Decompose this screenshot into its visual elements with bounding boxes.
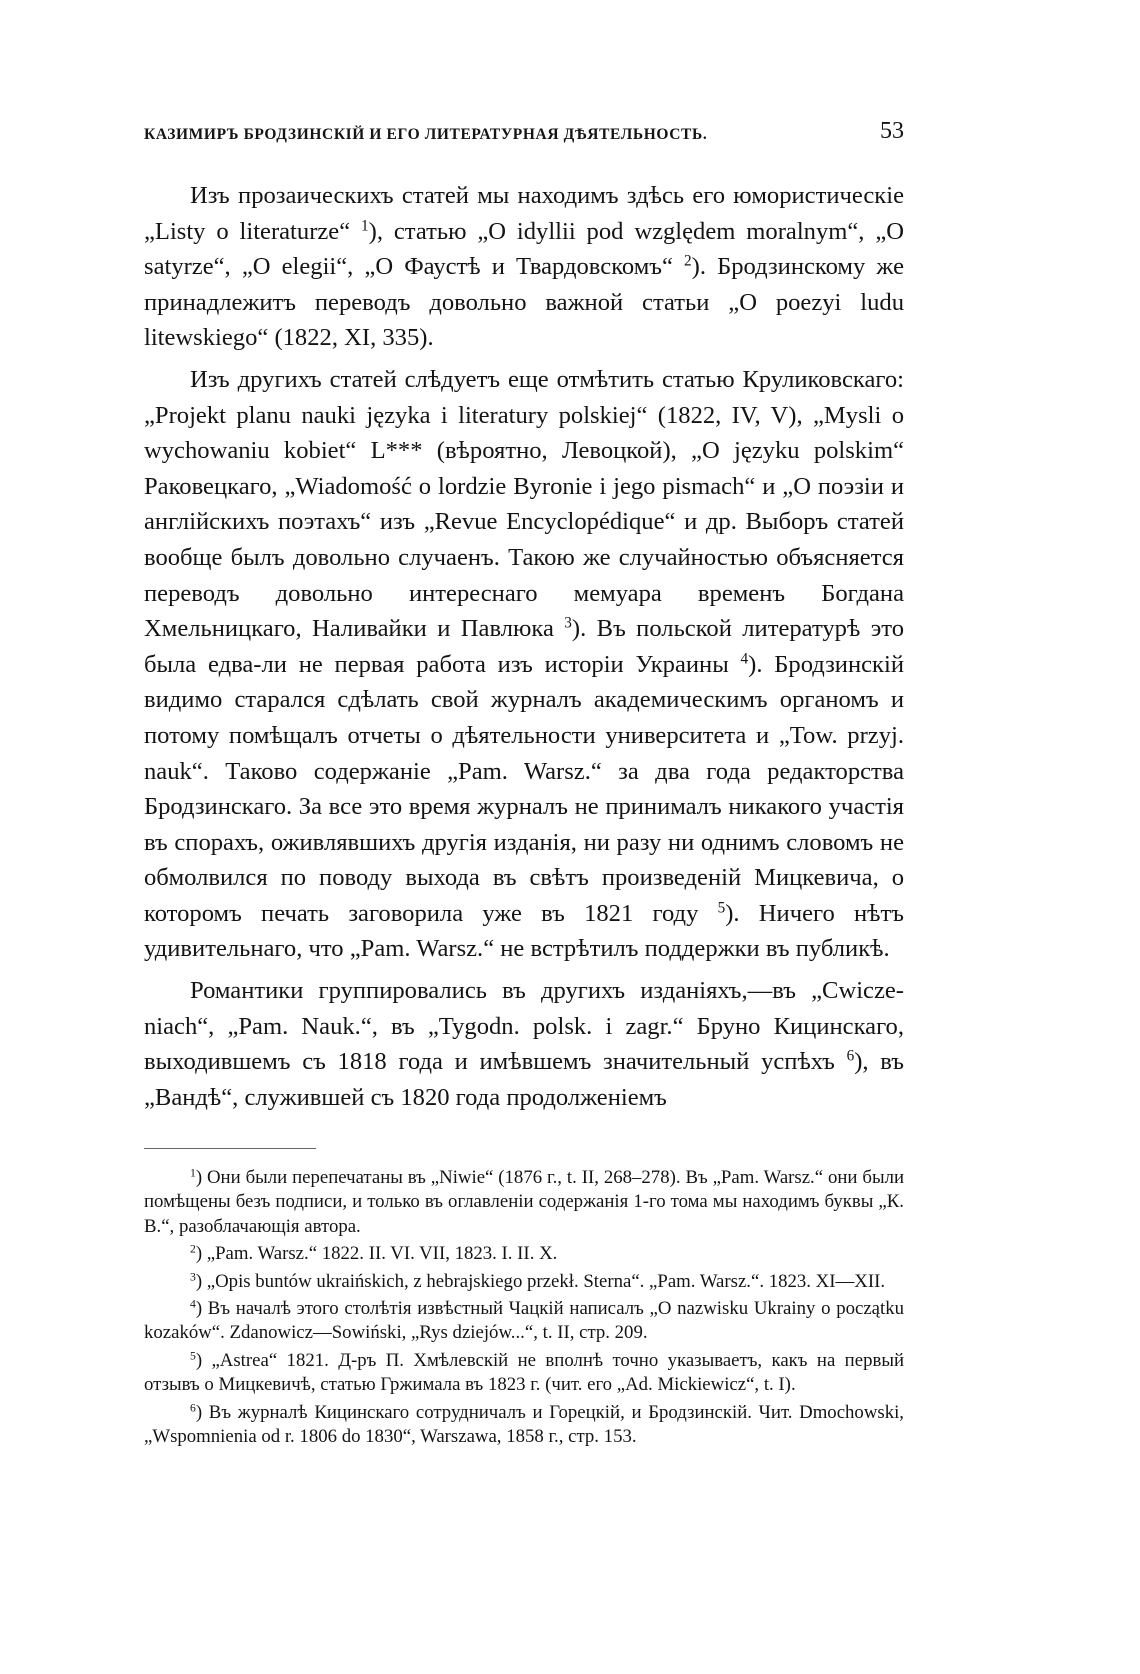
footnote	[144, 1242, 904, 1266]
footnote-mark: 3	[190, 1270, 196, 1284]
page-number: 53	[880, 118, 904, 144]
footnote-text: ) „Opis buntów ukraińskich, z hebrajskiego przekł. Sterna“. „Pam. Warsz.“. 1823. XI—XII.	[195, 1270, 886, 1292]
paragraph-other-articles	[144, 362, 904, 967]
footnote-text: ) Въ началѣ этого столѣтія извѣстный Чацкій написалъ „O nazwisku Ukrainy o początku kozaków“. Zdanowicz—Sowiński, „Rys dziejów...“, t. II, стр. 209.	[144, 1298, 904, 1344]
footnote-ref: 4	[740, 650, 749, 668]
running-title: КАЗИМИРЪ БРОДЗИНСКІЙ И ЕГО ЛИТЕРАТУРНАЯ ДѢЯТЕЛЬНОСТЬ.	[144, 126, 708, 143]
footnote-mark: 2	[190, 1242, 196, 1256]
text-run: ), статью „O idyllii pod względem moralnym“, „O satyrze“, „O elegii“, „O Фаустѣ и Твардовскомъ“	[144, 217, 904, 281]
footnote-text: ) Въ журналѣ Кицинскаго сотрудничалъ и Горецкій, и Бродзинскій. Чит. Dmochowski, „Wspomnienia od r. 1806 do 1830“, Warszawa, 1858 г., стр. 153.	[144, 1401, 904, 1448]
footnote-mark: 4	[190, 1297, 196, 1311]
text-run: ), въ „Вандѣ“, служившей съ 1820 года продолженіемъ	[144, 1048, 904, 1111]
footnote-ref: 1	[361, 217, 369, 235]
paragraph-prose-articles	[144, 178, 904, 356]
footnote-ref: 2	[684, 252, 692, 270]
footnote-mark: 6	[190, 1401, 196, 1415]
footnote	[144, 1166, 904, 1239]
footnote-text: ) „Pam. Warsz.“ 1822. II. VI. VII, 1823. I. II. X.	[195, 1243, 558, 1265]
footnote	[144, 1270, 904, 1294]
text-run: ). Ничего нѣтъ удивительнаго, что „Pam. Warsz.“ не встрѣтилъ поддержки въ публикѣ.	[144, 899, 904, 963]
text-run: ). Въ польской литературѣ это была едва-ли не первая работа изъ исторіи Украины	[144, 615, 904, 678]
text-run: Романтики группировались въ другихъ изданіяхъ,—въ „Cwiczeniach“, „Pam. Nauk.“, въ „Tygodn. polsk. i zagr.“ Бруно Кицинскаго, выходившемъ съ 1818 года и имѣвшемъ значительный успѣхъ	[144, 977, 904, 1076]
footnote	[144, 1297, 904, 1346]
footnote-mark: 1	[190, 1166, 196, 1180]
text-run: Изъ другихъ статей слѣдуетъ еще отмѣтить статью Круликовскаго: „Projekt planu nauki języka i literatury polskiej“ (1822, IV, V), „Mysli o wychowaniu kobiet“ L*** (вѣроятно, Левоцкой), „O języku polskim“ Раковецкаго, „Wiadomość o lordzie Byronie i jego pismach“ и „О поэзіи и англійскихъ поэтахъ“ изъ „Revue Encyclopédique“ и др. Выборъ статей вообще былъ довольно случаенъ. Такою же случайностью объясняется переводъ довольно интереснаго мемуара временъ Богдана Хмельницкаго, Наливайки и Павлюка	[144, 365, 904, 643]
footnote-ref: 3	[564, 614, 572, 632]
footnote-divider	[144, 1148, 316, 1149]
footnotes	[144, 1166, 904, 1452]
footnote-text: ) Они были перепечатаны въ „Niwie“ (1876 г., t. II, 268–278). Въ „Pam. Warsz.“ они были помѣщены безъ подписи, и только въ оглавленіи содержанія 1-го тома мы находимъ буквы „К. В.“, разоблачающія автора.	[144, 1167, 904, 1237]
footnote-ref: 6	[846, 1047, 855, 1065]
main-text	[144, 178, 904, 1115]
text-run: Изъ прозаическихъ статей мы находимъ здѣсь его юмористическіе „Listy o literaturze“	[144, 182, 904, 245]
footnote-text: ) „Astrea“ 1821. Д-ръ П. Хмѣлевскій не вполнѣ точно указываетъ, какъ на первый отзывъ о Мицкевичѣ, статью Гржимала въ 1823 г. (чит. его „Ad. Mickiewicz“, t. I).	[144, 1349, 904, 1396]
footnote-ref: 5	[717, 899, 726, 917]
paragraph-romantics	[144, 973, 904, 1115]
text-run: ). Бродзинскій видимо старался сдѣлать свой журналъ академическимъ органомъ и потому помѣщалъ отчеты о дѣятельности университета и „Tow. przyj. nauk“. Таково содержаніе „Pam. Warsz.“ за два года редакторства Бродзинскаго. За все это время журналъ не принималъ никакого участія въ спорахъ, оживлявшихъ другія изданія, ни разу ни однимъ словомъ не обмолвился по поводу выхода въ свѣтъ произведеній Мицкевича, о которомъ печать заговорила уже въ 1821 году	[144, 650, 904, 927]
footnote	[144, 1349, 904, 1398]
footnote-mark: 5	[190, 1349, 196, 1363]
page-header	[144, 118, 904, 158]
footnote	[144, 1401, 904, 1450]
text-run: ). Бродзинскому же принадлежитъ переводъ довольно важной статьи „O poezyi ludu litewskiego“ (1822, XI, 335).	[144, 253, 904, 352]
